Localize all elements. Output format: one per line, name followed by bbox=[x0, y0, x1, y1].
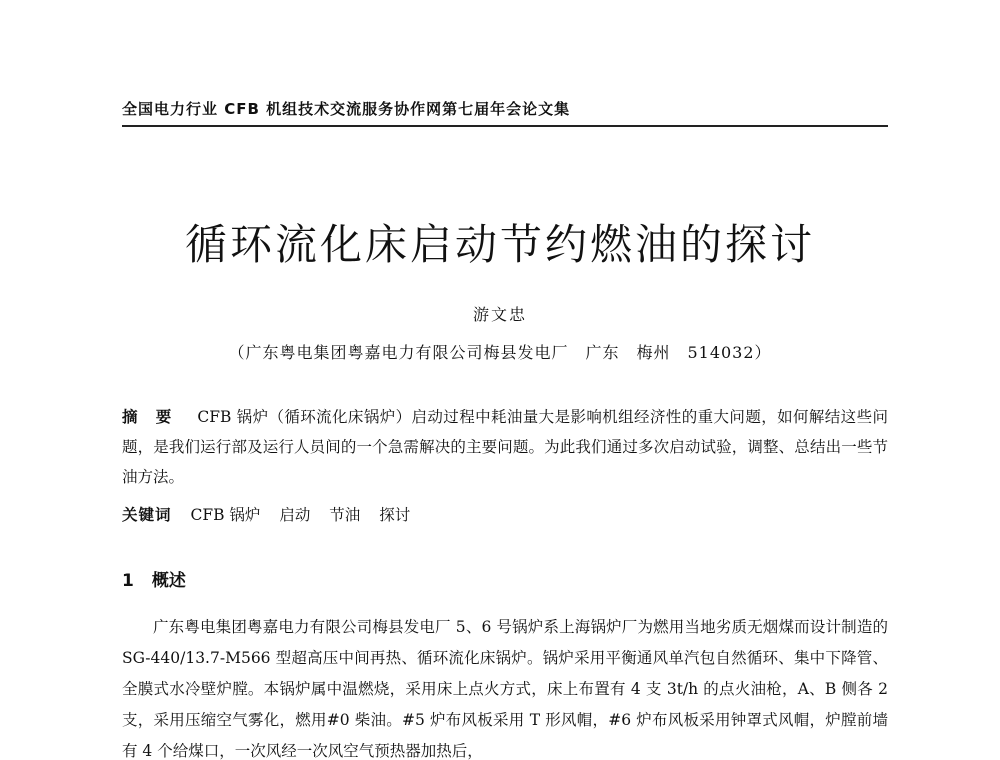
keywords-block bbox=[122, 500, 888, 530]
paper-title: 循环流化床启动节约燃油的探讨 bbox=[184, 220, 815, 269]
keyword-item: 节油 bbox=[329, 506, 361, 524]
keywords-label: 关键词 bbox=[122, 506, 172, 524]
section-title: 概述 bbox=[151, 571, 186, 591]
abstract-text: CFB 锅炉（循环流化床锅炉）启动过程中耗油量大是影响机组经济性的重大问题，如何解结这些问题，是我们运行部及运行人员间的一个急需解决的主要问题。为此我们通过多次启动试验，调整、总结出一些节油方法。 bbox=[122, 408, 888, 486]
abstract-block bbox=[122, 402, 888, 492]
keyword-item: CFB 锅炉 bbox=[190, 506, 261, 524]
keyword-item: 启动 bbox=[279, 506, 311, 524]
section-number: 1 bbox=[122, 571, 134, 591]
author-affiliation: （广东粤电集团粤嘉电力有限公司梅县发电厂 广东 梅州 514032） bbox=[228, 343, 772, 362]
keyword-item: 探讨 bbox=[379, 506, 411, 524]
section-heading bbox=[122, 566, 186, 591]
author-name: 游文忠 bbox=[472, 305, 527, 324]
body-paragraph: 广东粤电集团粤嘉电力有限公司梅县发电厂 5、6 号锅炉系上海锅炉厂为燃用当地劣质无烟煤而设计制造的 SG-440/13.7-M566 型超高压中间再热、循环流化床锅炉。锅炉采用平衡通风单汽包自然循环、集中下降管、全膜式水冷壁炉膛。本锅炉属中温燃烧，采用床上点火方式，床上布置有 4 支 3t/h 的点火油枪，A、B 侧各 2 支，采用压缩空气雾化，燃用#0 柴油。#5 炉布风板采用 T 形风帽，#6 炉布风板采用钟罩式风帽，炉膛前墙有 4 个给煤口，一次风经一次风空气预热器加热后， bbox=[122, 618, 888, 760]
abstract-label: 摘 要 bbox=[122, 408, 173, 426]
running-header: 全国电力行业 CFB 机组技术交流服务协作网第七届年会论文集 bbox=[122, 100, 571, 118]
header-divider bbox=[122, 125, 888, 127]
